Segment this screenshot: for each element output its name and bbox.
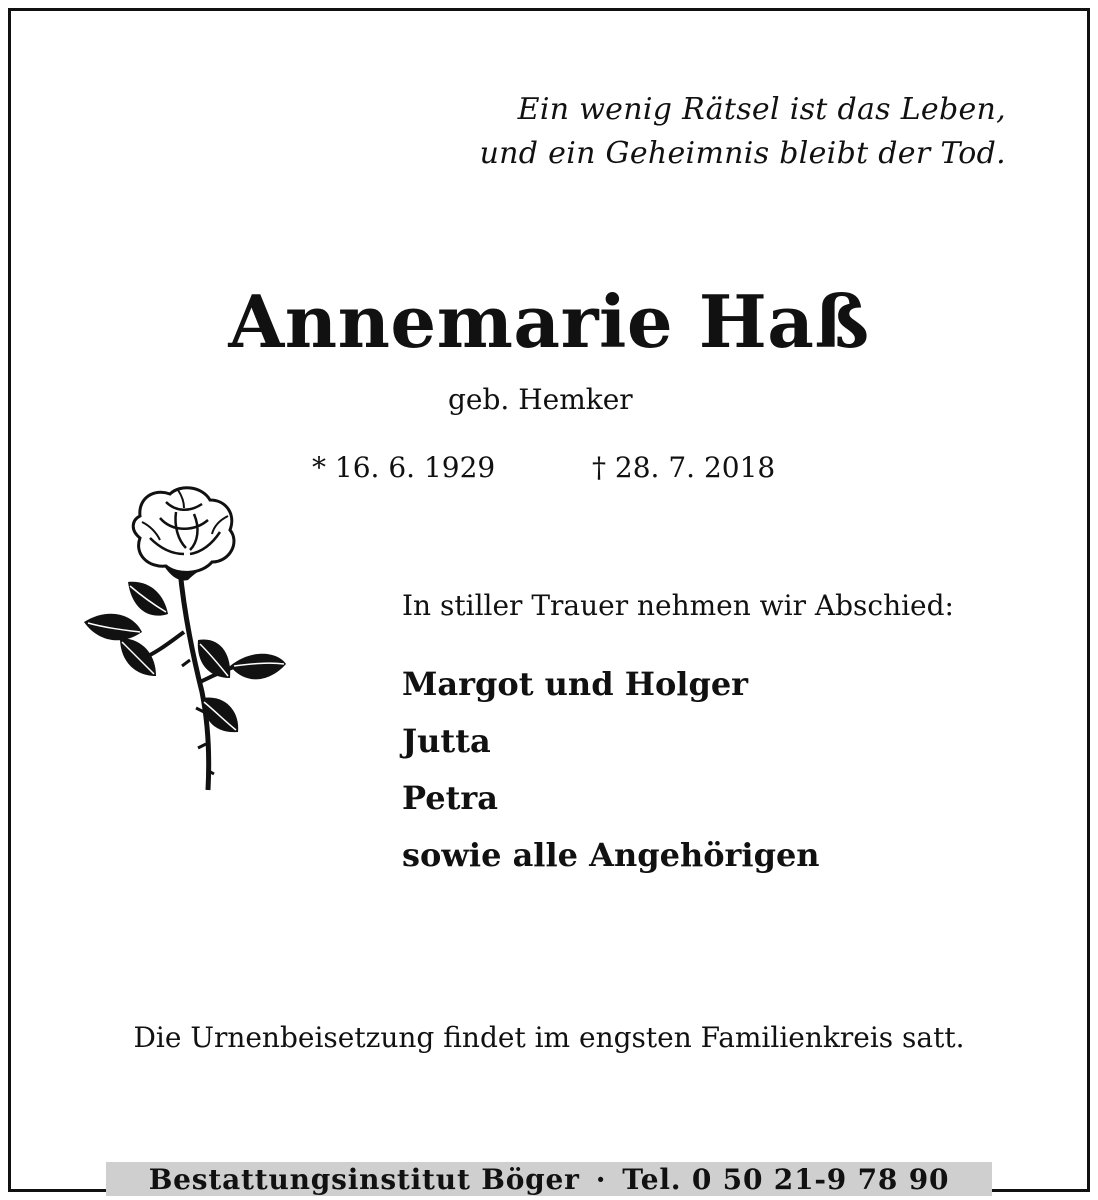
motto-quote [480,88,1006,176]
mourner-name: Margot und Holger [402,665,749,703]
death-date: † 28. 7. 2018 [592,451,776,484]
footer-separator: · [595,1163,607,1196]
funeral-home-banner [106,1162,992,1196]
maiden-name: geb. Hemker [448,383,633,416]
deceased-name: Annemarie Haß [228,279,870,364]
mourner-name: Jutta [402,722,491,760]
mourner-name: Petra [402,779,498,817]
mourning-intro: In stiller Trauer nehmen wir Abschied: [402,589,954,622]
birth-date: * 16. 6. 1929 [312,451,496,484]
mourner-name: sowie alle Angehörigen [402,836,820,874]
motto-line-1: Ein wenig Rätsel ist das Leben, [517,92,1006,127]
burial-notice: Die Urnenbeisetzung findet im engsten Familienkreis satt. [133,1021,965,1054]
funeral-home-name: Bestattungsinstitut Böger [148,1163,580,1196]
rose-icon [80,482,290,794]
motto-line-2: und ein Geheimnis bleibt der Tod. [479,136,1006,171]
mourners-list [402,656,820,884]
funeral-home-phone: Tel. 0 50 21-9 78 90 [622,1163,950,1196]
